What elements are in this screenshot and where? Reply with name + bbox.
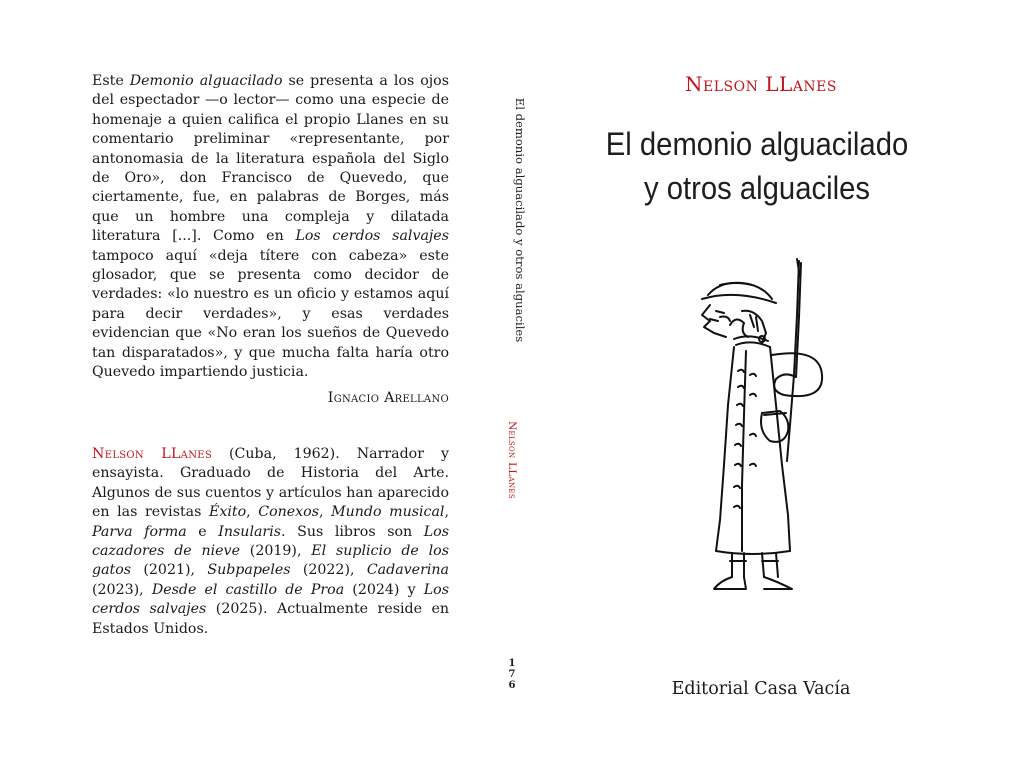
- front-title: [584, 122, 930, 210]
- spine-author: Nelson LLanes: [506, 421, 518, 499]
- front-title-line: y otros alguaciles: [643, 170, 870, 206]
- spine-title: El demonio alguacilado y otros alguaciles: [513, 97, 527, 343]
- publisher-name: Editorial Casa Vacía: [671, 679, 851, 699]
- front-author: Nelson LLanes: [685, 72, 837, 96]
- bio-author-name: Nelson LLanes: [92, 445, 213, 462]
- back-cover: [92, 72, 449, 639]
- alguacil-drawing-icon: [680, 255, 840, 600]
- blurb-signature: Ignacio Arellano: [327, 389, 449, 406]
- front-title-line: El demonio alguacilado: [605, 126, 909, 162]
- spine-number: [507, 658, 517, 691]
- blurb-text: Este Demonio alguacilado se presenta a los ojos del espectador —o lector— como una especie de homenaje a quien califica el propio Llanes en su comentario preliminar «representante, por antonomasia de la literatura española del Siglo de Oro», don Francisco de Quevedo, que ciertamente, fue, en palabras de Borges, más que un hombre una compleja y dilatada literatura [...]. Como en Los cerdos salvajes tampoco aquí «deja títere con cabeza» este glosador, que se presenta como decidor de verdades: «lo nuestro es un oficio y estamos aquí para decir verdades», y esas verdades evidencian que «No eran los sueños de Quevedo tan disparatados», y que mucha falta haría otro Quevedo impartiendo justicia.: [92, 73, 449, 381]
- spine-number-digit: 6: [508, 680, 516, 691]
- spine-number-digit: 1: [508, 658, 516, 669]
- bio-text: (Cuba, 1962). Narrador y ensayista. Graduado de Historia del Arte. Algunos de sus cuentos y artículos han aparecido en las revistas Éxito, Conexos, Mundo musical, Parva forma e Insularis. Sus libros son Los cazadores de nieve (2019), El suplicio de los gatos (2021), Subpapeles (2022), Cadaverina (2023), Desde el castillo de Proa (2024) y Los cerdos salvajes (2025). Actualmente reside en Estados Unidos.: [92, 445, 449, 637]
- author-bio: [92, 445, 449, 639]
- spine-number-digit: 7: [508, 669, 516, 680]
